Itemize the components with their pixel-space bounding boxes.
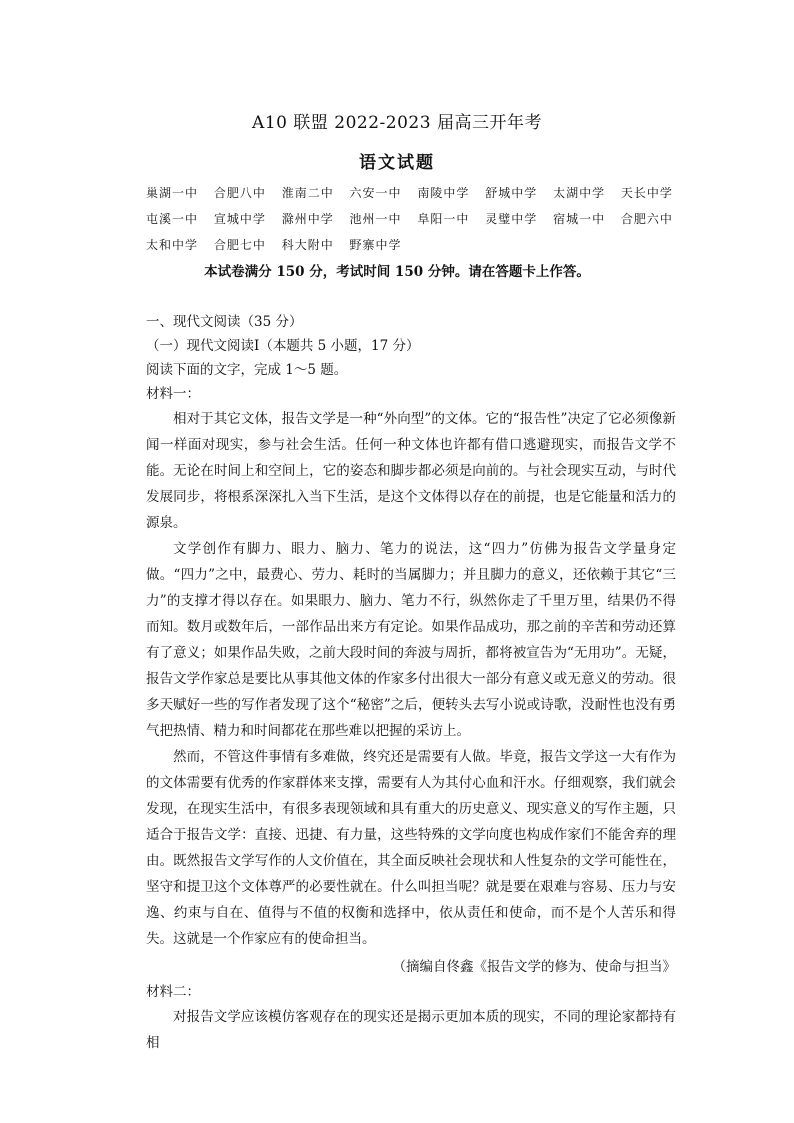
school-name: 南陵中学 xyxy=(417,186,470,200)
school-name: 淮南二中 xyxy=(281,186,334,200)
school-row xyxy=(146,232,686,258)
school-name: 阜阳一中 xyxy=(417,212,470,226)
reading-section xyxy=(146,310,676,1056)
paragraph: 对报告文学应该模仿客观存在的现实还是揭示更加本质的现实，不同的理论家都持有相 xyxy=(146,1009,676,1051)
school-name: 滁州中学 xyxy=(281,212,334,226)
section-heading: 一、现代文阅读（35 分） xyxy=(146,314,303,330)
school-list xyxy=(146,180,686,258)
school-row xyxy=(146,206,686,232)
paragraph: 相对于其它文体，报告文学是一种“外向型”的文体。它的“报告性”决定了它必须像新闻一样面对现实，参与社会生活。任何一种文体也许都有借口逃避现实，而报告文学不能。无论在时间上和空间上，它的姿态和脚步都必须是向前的。与社会现实互动，与时代发展同步，将根系深深扎入当下生活，是这个文体得以存在的前提，也是它能量和活力的源泉。 xyxy=(146,411,676,531)
school-name: 六安一中 xyxy=(349,186,402,200)
material-one-label: 材料一： xyxy=(146,386,200,402)
school-name: 野寨中学 xyxy=(349,238,402,252)
school-name: 巢湖一中 xyxy=(146,186,199,200)
exam-title: A10 联盟 2022-2023 届高三开年考 xyxy=(252,113,542,133)
material-two-label: 材料二： xyxy=(146,984,200,1000)
school-name: 宿城一中 xyxy=(553,212,606,226)
school-name: 灵璧中学 xyxy=(485,212,538,226)
school-name: 合肥八中 xyxy=(213,186,266,200)
paragraph: 文学创作有脚力、眼力、脑力、笔力的说法，这“四力”仿佛为报告文学量身定做。“四力”之中，最费心、劳力、耗时的当属脚力；并且脚力的意义，还依赖于其它“三力”的支撑才得以存在。如果眼力、脑力、笔力不行，纵然你走了千里万里，结果仍不得而知。数月或数年后，一部作品出来方有定论。如果作品成功，那之前的辛苦和劳动还算有了意义；如果作品失败，之前大段时间的奔波与周折，都将被宣告为“无用功”。无疑，报告文学作家总是要比从事其他文体的作家多付出很大一部分有意义或无意义的劳动。很多天赋好一些的写作者发现了这个“秘密”之后，便转头去写小说或诗歌，没耐性也没有勇气把热情、精力和时间都花在那些难以把握的采访上。 xyxy=(146,541,676,739)
subsection-heading: （一）现代文阅读Ⅰ（本题共 5 小题，17 分） xyxy=(146,338,420,354)
school-name: 天长中学 xyxy=(620,186,673,200)
reading-instruction: 阅读下面的文字，完成 1～5 题。 xyxy=(146,362,348,378)
school-name: 科大附中 xyxy=(281,238,334,252)
school-name: 舒城中学 xyxy=(485,186,538,200)
school-name: 合肥七中 xyxy=(213,238,266,252)
school-name: 太湖中学 xyxy=(553,186,606,200)
paragraph: 然而，不管这件事情有多难做，终究还是需要有人做。毕竟，报告文学这一大有作为的文体需要有优秀的作家群体来支撑，需要有人为其付心血和汗水。仔细观察，我们就会发现，在现实生活中，有很多表现领域和具有重大的历史意义、现实意义的写作主题，只适合于报告文学：直接、迅捷、有力量，这些特殊的文学向度也构成作家们不能舍弃的理由。既然报告文学写作的人文价值在，其全面反映社会现状和人性复杂的文学可能性在，坚守和提卫这个文体尊严的必要性就在。什么叫担当呢？就是要在艰难与容易、压力与安逸、约束与自在、值得与不值的权衡和选择中，依从责任和使命，而不是个人苦乐和得失。这就是一个作家应有的使命担当。 xyxy=(146,749,676,947)
source-citation: （摘编自佟鑫《报告文学的修为、使命与担当》 xyxy=(392,959,676,975)
exam-instructions-note: 本试卷满分 150 分，考试时间 150 分钟。请在答题卡上作答。 xyxy=(204,264,590,280)
school-name: 屯溪一中 xyxy=(146,212,199,226)
exam-subtitle: 语文试题 xyxy=(359,153,435,173)
school-name: 池州一中 xyxy=(349,212,402,226)
school-name: 太和中学 xyxy=(146,238,199,252)
school-row xyxy=(146,180,686,206)
school-name: 宣城中学 xyxy=(213,212,266,226)
school-name: 合肥六中 xyxy=(620,212,673,226)
